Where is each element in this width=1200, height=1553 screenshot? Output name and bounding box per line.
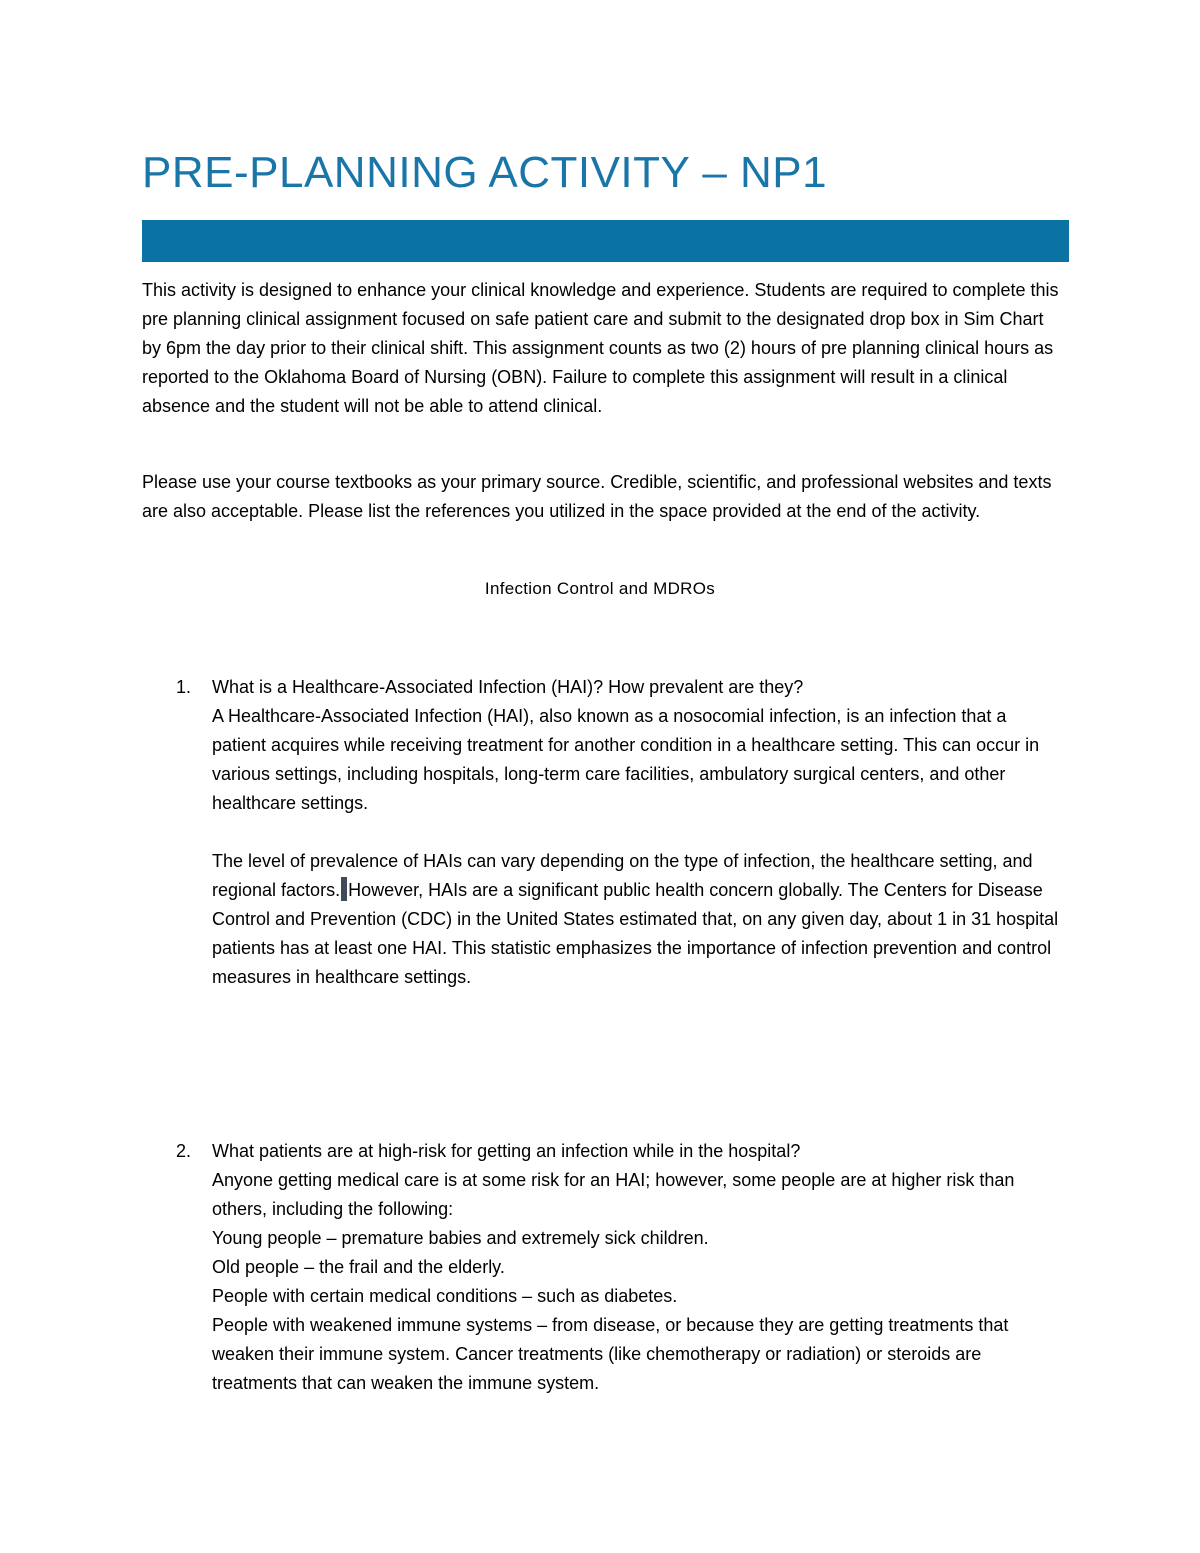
question-item bbox=[142, 1137, 1062, 1398]
section-heading: Infection Control and MDROs bbox=[484, 579, 716, 598]
title-underline-bar bbox=[142, 220, 1069, 262]
answer-text: However, HAIs are a significant public health concern globally. The Centers for Disease Control and Prevention (CDC) in the United States estimated that, on any given day, about 1 in 31 hospital patients has at least one HAI. This statistic emphasizes the importance of infection prevention and control measures in healthcare settings. bbox=[212, 880, 1059, 987]
question-item bbox=[142, 673, 1062, 992]
answer-text: The level of prevalence of HAIs can vary depending on the type of infection, the healthcare setting, and regional factors. bbox=[212, 851, 1033, 900]
answer-line[interactable]: People with weakened immune systems – from disease, or because they are getting treatments that weaken their immune system. Cancer treatments (like chemotherapy or radiation) or steroids are treatments that can weaken the immune system. bbox=[212, 1315, 1009, 1393]
page-title: PRE-PLANNING ACTIVITY – NP1 bbox=[142, 148, 828, 197]
question-number: 2. bbox=[176, 1141, 192, 1161]
answer-paragraph[interactable]: A Healthcare-Associated Infection (HAI), also known as a nosocomial infection, is an infection that a patient acquires while receiving treatment for another condition in a healthcare setting. This can occur in various settings, including hospitals, long-term care facilities, ambulatory surgical centers, and other healthcare settings. bbox=[212, 706, 1040, 813]
paragraph-spacer bbox=[212, 818, 1062, 847]
answer-paragraph[interactable]: Anyone getting medical care is at some risk for an HAI; however, some people are at higher risk than others, including the following: bbox=[212, 1170, 1015, 1219]
question-body bbox=[212, 673, 1062, 992]
question-body bbox=[212, 1137, 1062, 1398]
answer-line[interactable]: People with certain medical conditions – such as diabetes. bbox=[212, 1286, 678, 1306]
intro-paragraph: This activity is designed to enhance your clinical knowledge and experience. Students are required to complete this pre planning clinical assignment focused on safe patient care and submit to the designated drop box in Sim Chart by 6pm the day prior to their clinical shift. This assignment counts as two (2) hours of pre planning clinical hours as reported to the Oklahoma Board of Nursing (OBN). Failure to complete this assignment will result in a clinical absence and the student will not be able to attend clinical. bbox=[142, 280, 1059, 416]
text-cursor bbox=[341, 877, 347, 901]
answer-paragraph[interactable] bbox=[212, 847, 1062, 992]
question-text: What is a Healthcare-Associated Infection (HAI)? How prevalent are they? bbox=[212, 677, 804, 697]
answer-line[interactable]: Young people – premature babies and extremely sick children. bbox=[212, 1228, 709, 1248]
answer-line[interactable]: Old people – the frail and the elderly. bbox=[212, 1257, 505, 1277]
question-text: What patients are at high-risk for getting an infection while in the hospital? bbox=[212, 1141, 801, 1161]
intro-paragraph-references: Please use your course textbooks as your primary source. Credible, scientific, and professional websites and texts are also acceptable. Please list the references you utilized in the space provided at the end of the activity. bbox=[142, 472, 1052, 521]
question-number: 1. bbox=[176, 677, 192, 697]
